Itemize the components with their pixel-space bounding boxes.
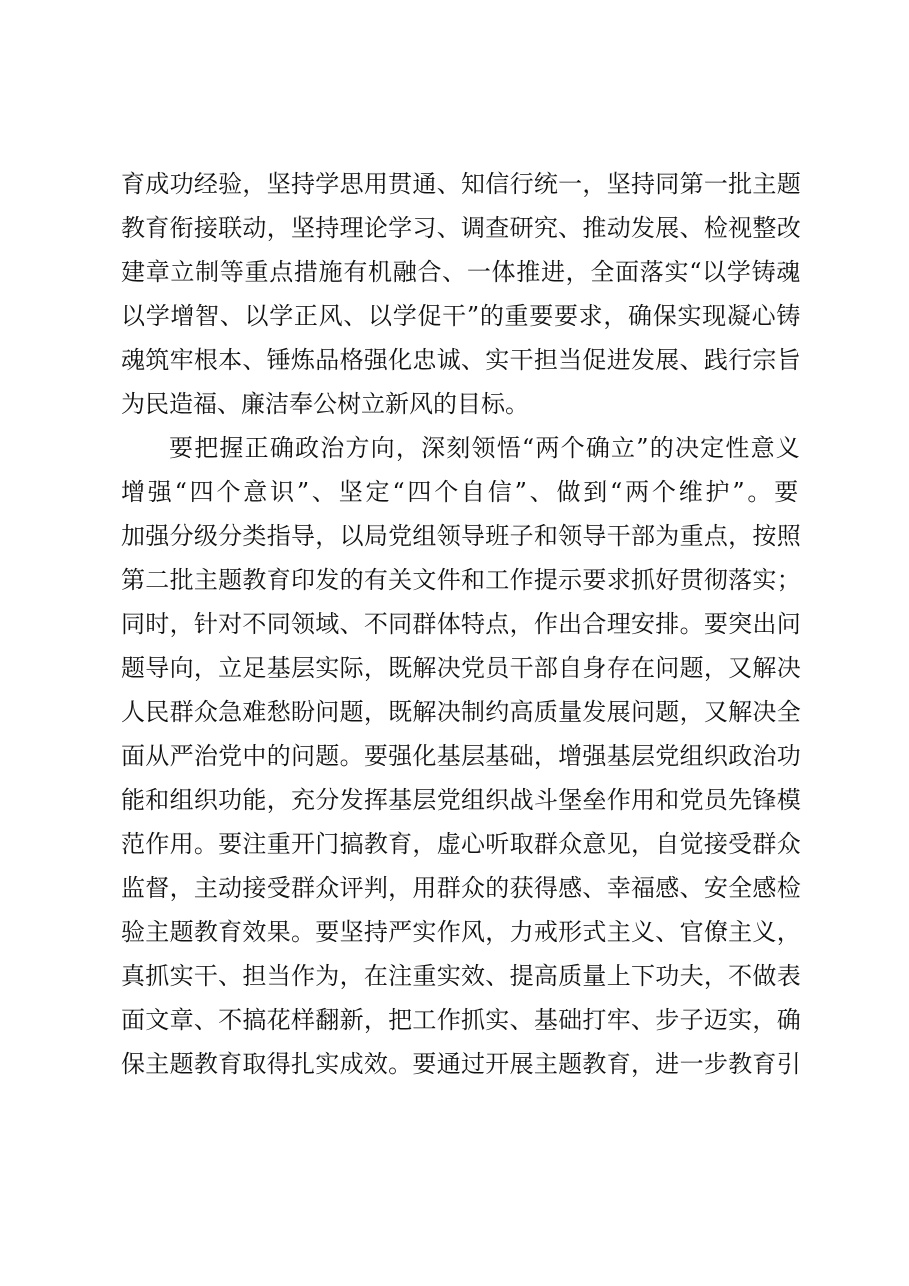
text-line-7: 要把握正确政治方向，深刻领悟“两个确立”的决定性意义	[169, 434, 801, 462]
text-line-16: 范作用。要注重开门搞教育，虚心听取群众意见，自觉接受群众	[121, 830, 801, 858]
text-line-4: 以学增智、以学正风、以学促干”的重要要求，确保实现凝心铸	[121, 302, 801, 330]
text-line-19: 真抓实干、担当作为，在注重实效、提高质量上下功夫，不做表	[121, 962, 801, 990]
text-line-13: 人民群众急难愁盼问题，既解决制约高质量发展问题，又解决全	[121, 698, 801, 726]
text-line-20: 面文章、不搞花样翻新，把工作抓实、基础打牢、步子迈实，确	[121, 1006, 801, 1034]
text-line-18: 验主题教育效果。要坚持严实作风，力戒形式主义、官僚主义，	[121, 918, 801, 946]
text-line-14: 面从严治党中的问题。要强化基层基础，增强基层党组织政治功	[121, 742, 801, 770]
text-line-2: 教育衔接联动，坚持理论学习、调查研究、推动发展、检视整改	[121, 214, 801, 242]
text-line-3: 建章立制等重点措施有机融合、一体推进，全面落实“以学铸魂	[121, 258, 801, 286]
text-line-5: 魂筑牢根本、锤炼品格强化忠诚、实干担当促进发展、践行宗旨	[121, 346, 801, 374]
text-line-6: 为民造福、廉洁奉公树立新风的目标。	[121, 390, 529, 418]
text-line-21: 保主题教育取得扎实成效。要通过开展主题教育，进一步教育引	[121, 1050, 801, 1078]
body-text	[121, 162, 801, 1086]
text-line-1: 育成功经验，坚持学思用贯通、知信行统一，坚持同第一批主题	[121, 170, 801, 198]
text-line-8: 增强“四个意识”、坚定“四个自信”、做到“两个维护”。要	[121, 478, 801, 506]
text-line-10: 第二批主题教育印发的有关文件和工作提示要求抓好贯彻落实；	[121, 566, 801, 594]
text-line-12: 题导向，立足基层实际，既解决党员干部自身存在问题，又解决	[121, 654, 801, 682]
text-line-17: 监督，主动接受群众评判，用群众的获得感、幸福感、安全感检	[121, 874, 801, 902]
text-line-15: 能和组织功能，充分发挥基层党组织战斗堡垒作用和党员先锋模	[121, 786, 801, 814]
text-line-11: 同时，针对不同领域、不同群体特点，作出合理安排。要突出问	[121, 610, 801, 638]
text-line-9: 加强分级分类指导，以局党组领导班子和领导干部为重点，按照	[121, 522, 801, 550]
